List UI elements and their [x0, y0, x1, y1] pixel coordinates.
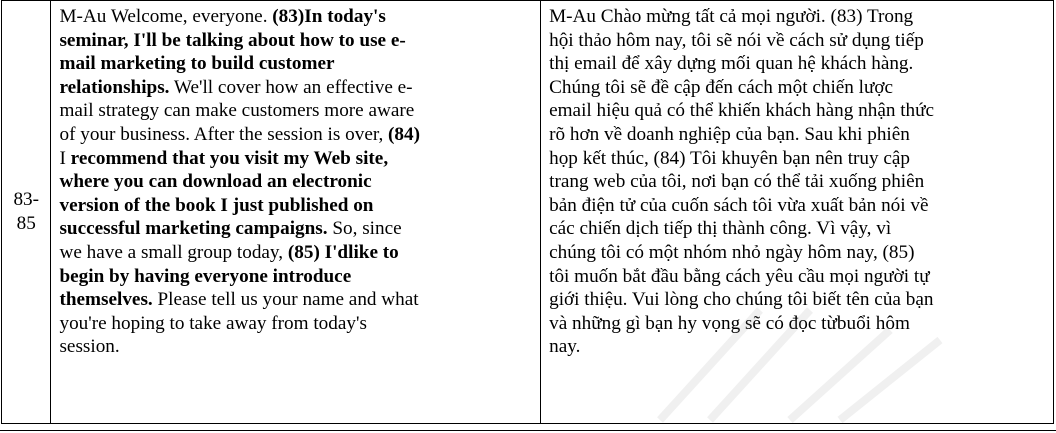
vietnamese-line: họp kết thúc, (84) Tôi khuyên bạn nên truy cập	[549, 147, 911, 169]
english-bold-segment: begin by having everyone introduce	[59, 265, 352, 287]
bilingual-transcript-table	[1, 0, 1054, 424]
english-line	[59, 76, 534, 100]
english-line	[59, 123, 534, 147]
english-line	[59, 29, 534, 53]
english-bold-segment: recommend that you visit my Web site,	[70, 147, 389, 169]
english-line	[59, 147, 534, 171]
page-bottom-rule	[0, 430, 1056, 431]
english-segment: session.	[59, 336, 120, 358]
english-segment: I	[59, 147, 71, 169]
english-line	[59, 265, 534, 289]
english-segment: of your business. After the session is over,	[59, 123, 389, 145]
english-bold-segment: where you can download an electronic	[59, 171, 372, 193]
english-line	[59, 335, 534, 359]
vietnamese-line: email hiệu quả có thể khiến khách hàng nhận thức	[549, 100, 935, 122]
vietnamese-line: rõ hơn về doanh nghiệp của bạn. Sau khi phiên	[549, 123, 910, 145]
english-segment: M-Au Welcome, everyone.	[59, 6, 273, 27]
vietnamese-line: các chiến dịch tiếp thị thành công. Vì vậy, vì	[549, 218, 892, 240]
vietnamese-line: M-Au Chào mừng tất cả mọi người. (83) Trong	[549, 6, 914, 27]
english-bold-segment: mail marketing to build customer	[59, 53, 335, 75]
english-line	[59, 217, 534, 241]
english-bold-segment: (84)	[388, 123, 421, 145]
english-bold-segment: seminar, I'll be talking about how to use e-	[59, 29, 406, 51]
table-row	[2, 1, 1054, 424]
english-line	[59, 99, 534, 123]
vietnamese-line: và những gì bạn hy vọng sẽ có đọc từbuổi hôm	[549, 312, 910, 334]
english-line	[59, 194, 534, 218]
vietnamese-line: hội thảo hôm nay, tôi sẽ nói về cách sử dụng tiếp	[549, 29, 924, 51]
vietnamese-line: nay.	[549, 336, 581, 358]
vietnamese-translation-cell	[541, 1, 1054, 424]
vietnamese-line: bản điện tử của cuốn sách tôi vừa xuất bản nói về	[549, 194, 929, 216]
english-bold-segment: (83)In today's	[272, 6, 386, 27]
english-bold-segment: successful marketing campaigns.	[59, 218, 328, 240]
english-bold-segment: version of the book I just published on	[59, 194, 374, 216]
english-segment: you're hoping to take away from today's	[59, 312, 367, 334]
vietnamese-line: Chúng tôi sẽ đề cập đến cách một chiến lược	[549, 76, 894, 98]
question-number-cell	[2, 1, 51, 424]
vietnamese-line: giới thiệu. Vui lòng cho chúng tôi biết tên của bạn	[549, 289, 934, 311]
english-transcript-cell	[51, 1, 541, 424]
english-line	[59, 241, 534, 265]
vietnamese-line: tôi muốn bắt đầu bằng cách yêu cầu mọi người tự	[549, 265, 930, 287]
english-line	[59, 52, 534, 76]
english-bold-segment: (85) I'dlike to	[287, 241, 399, 263]
english-segment: So, since	[327, 218, 402, 240]
english-line	[59, 288, 534, 312]
english-segment: mail strategy can make customers more aware	[59, 100, 415, 122]
vietnamese-line: thị email để xây dựng mối quan hệ khách hàng.	[549, 53, 914, 75]
english-segment: we have a small group today,	[59, 241, 288, 263]
question-number-start: 83-	[13, 189, 40, 211]
english-segment: Please tell us your name and what	[152, 289, 419, 311]
english-line	[59, 312, 534, 336]
vietnamese-line: trang web của tôi, nơi bạn có thể tải xuống phiên	[549, 171, 925, 193]
english-line	[59, 170, 534, 194]
vietnamese-line: chúng tôi có một nhóm nhỏ ngày hôm nay, (85)	[549, 241, 915, 263]
english-segment: We'll cover how an effective e-	[169, 76, 413, 98]
english-line	[59, 5, 534, 29]
question-number-end: 85	[16, 213, 36, 234]
english-bold-segment: themselves.	[59, 289, 153, 311]
english-bold-segment: relationships.	[59, 76, 170, 98]
